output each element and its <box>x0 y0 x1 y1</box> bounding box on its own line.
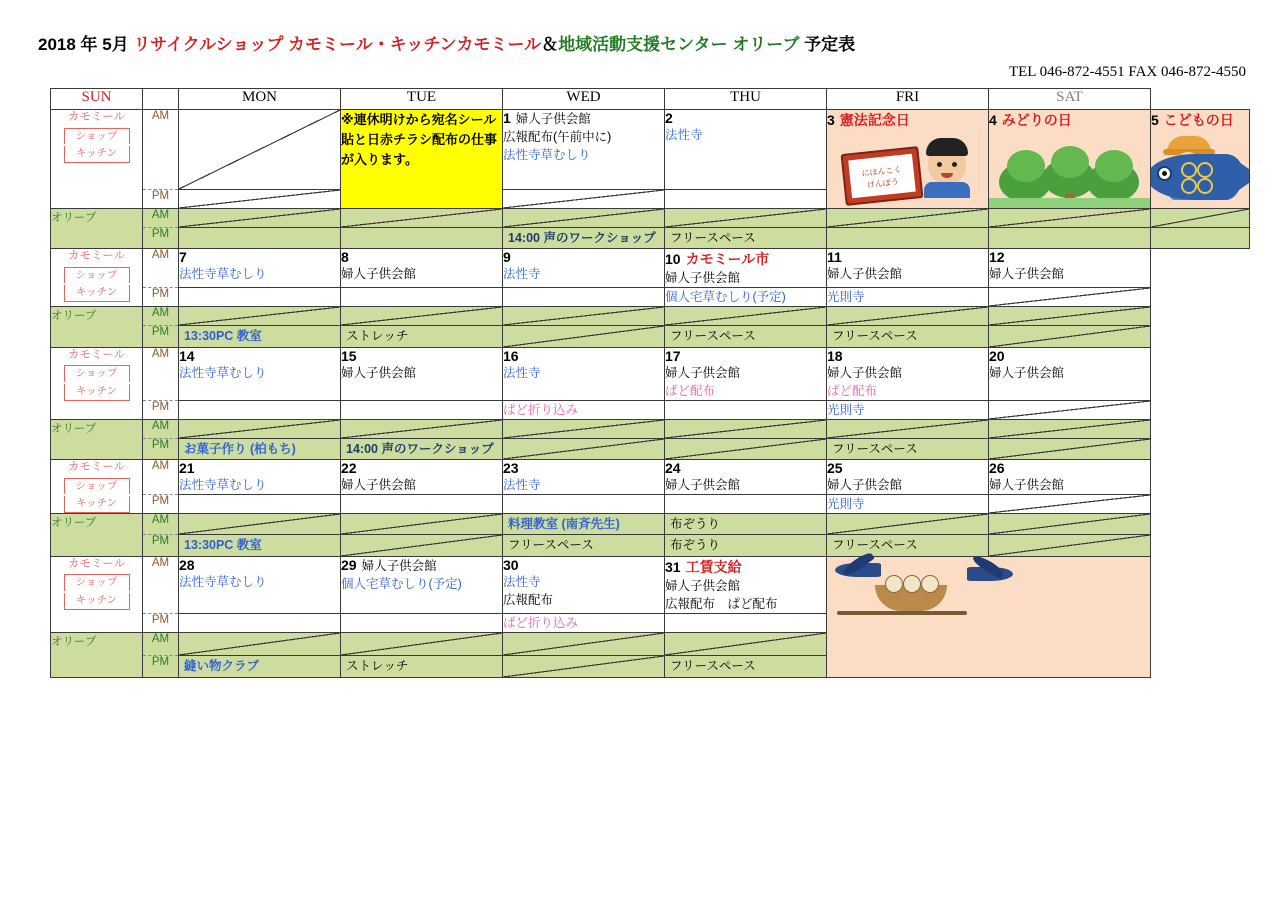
cell-w4-tue-am[interactable] <box>503 460 665 495</box>
day-number: 1 <box>503 110 511 126</box>
row-label-olive: オリーブ <box>51 514 143 556</box>
event-text: ぱど配布 <box>665 383 716 398</box>
am-label: AM <box>143 307 179 326</box>
cell-w1-sat-olive-pm[interactable] <box>1151 228 1250 249</box>
cell-w3-wed-olive-am[interactable] <box>665 419 827 438</box>
cell-w2-fri-pm[interactable] <box>989 288 1151 307</box>
cell-w4-sat-olive-am[interactable] <box>989 514 1151 535</box>
cell-w3-sun-olive-am[interactable] <box>179 419 341 438</box>
cell-w1-mon-olive-am[interactable] <box>341 209 503 228</box>
row-label-olive: オリーブ <box>51 419 143 459</box>
week2-olive-am-row <box>51 307 1250 326</box>
day-number: 14 <box>179 347 195 364</box>
cell-w4-tue-olive-pm[interactable] <box>503 535 665 556</box>
week3-olive-am-row <box>51 419 1250 438</box>
cell-w4-mon-olive-am[interactable] <box>341 514 503 535</box>
holiday-label: 憲法記念日 <box>839 112 910 128</box>
cell-w2-tue-am[interactable] <box>503 249 665 288</box>
cell-w4-wed-am[interactable] <box>665 460 827 495</box>
holiday-label: こどもの日 <box>1163 112 1234 128</box>
event-text: フリースペース <box>832 441 918 456</box>
cell-w3-fri-pm[interactable] <box>989 400 1151 419</box>
day-number: 12 <box>989 249 1005 266</box>
kamomile-shop-label: ショップ <box>64 267 130 284</box>
event-text: フリースペース <box>670 329 756 344</box>
event-text: 法性寺 <box>503 365 541 380</box>
am-label: AM <box>143 347 179 400</box>
event-text: ぱど折り込み <box>503 402 579 417</box>
cell-w3-wed-olive-pm[interactable] <box>665 438 827 459</box>
cell-w4-mon-olive-pm[interactable] <box>341 535 503 556</box>
cell-w1-sun-am[interactable] <box>179 110 341 190</box>
day-number: 17 <box>665 347 681 364</box>
row-label-olive: オリーブ <box>51 632 143 677</box>
column-header-sun: SUN <box>51 89 143 110</box>
row-label-kamomile <box>51 556 143 632</box>
cell-w1-thu-olive-am[interactable] <box>827 209 989 228</box>
day-number: 22 <box>341 460 357 476</box>
week3-kamomile-pm-row <box>51 400 1250 419</box>
cell-w1-sat-holiday[interactable] <box>1151 110 1250 209</box>
cell-w3-thu-am[interactable] <box>827 347 989 400</box>
week2-kamomile-am-row <box>51 249 1250 288</box>
cell-w5-sun-olive-am[interactable] <box>179 632 341 656</box>
note-text: ※連休明けから宛名シール貼と日赤チラシ配布の仕事が入ります。 <box>341 112 498 168</box>
cell-w1-fri-holiday[interactable] <box>989 110 1151 209</box>
event-text: 縫い物クラブ <box>184 659 260 674</box>
cell-w2-sun-olive-am[interactable] <box>179 307 341 326</box>
cell-w2-sat-olive-pm[interactable] <box>989 326 1151 347</box>
cell-w3-fri-am[interactable] <box>989 347 1151 400</box>
pm-label: PM <box>143 190 179 209</box>
am-label: AM <box>143 556 179 613</box>
pm-label: PM <box>143 438 179 459</box>
event-text: 婦人子供会館 <box>341 365 417 380</box>
column-header-thu: THU <box>665 89 827 110</box>
cell-w1-tue-am[interactable] <box>503 110 665 190</box>
kamomile-label: カモミール <box>67 348 126 361</box>
cell-w5-wed-olive-pm[interactable] <box>665 656 827 677</box>
cell-w1-sun-pm[interactable] <box>179 190 341 209</box>
contact-info: TEL 046-872-4551 FAX 046-872-4550 <box>1008 64 1246 80</box>
cell-w5-mon-pm[interactable] <box>341 613 503 632</box>
constitution-day-illustration-icon <box>827 130 988 208</box>
title-ampersand: ＆ <box>541 35 559 54</box>
event-text: 婦人子供会館 <box>361 558 437 573</box>
event-text: 婦人子供会館 <box>665 271 741 286</box>
event-text: 法性寺 <box>503 267 541 282</box>
event-text: 婦人子供会館 <box>665 578 741 593</box>
monthly-calendar-table <box>50 88 1250 678</box>
column-header-mon: MON <box>179 89 341 110</box>
event-text: 婦人子供会館 <box>341 478 417 492</box>
cell-w2-wed-pm[interactable] <box>665 288 827 307</box>
cell-w2-wed-am[interactable] <box>665 249 827 288</box>
row-label-kamomile <box>51 110 143 209</box>
event-text: 光則寺 <box>827 290 865 305</box>
cell-w4-sun-olive-am[interactable] <box>179 514 341 535</box>
cell-w4-tue-olive-am[interactable] <box>503 514 665 535</box>
page-title <box>38 30 855 55</box>
day-number: 3 <box>827 112 835 128</box>
cell-w1-wed-am[interactable] <box>665 110 827 190</box>
column-header-blank <box>143 89 179 110</box>
cell-w2-mon-am[interactable] <box>341 249 503 288</box>
cell-w5-mon-olive-am[interactable] <box>341 632 503 656</box>
cell-w3-sun-am[interactable] <box>179 347 341 400</box>
cell-w5-mon-am[interactable] <box>341 556 503 613</box>
cell-w3-mon-pm[interactable] <box>341 400 503 419</box>
day-number: 21 <box>179 460 195 476</box>
cell-w5-mon-olive-pm[interactable] <box>341 656 503 677</box>
event-text: 13:30PC 教室 <box>184 538 262 553</box>
cell-w1-tue-olive-am[interactable] <box>503 209 665 228</box>
day-number: 23 <box>503 460 519 476</box>
am-label: AM <box>143 110 179 190</box>
book-title-line1: にほんこく <box>861 164 902 179</box>
kamomile-kitchen-label: キッチン <box>64 496 130 513</box>
event-text: 法性寺草むしり <box>179 478 267 492</box>
event-text: フリースペース <box>832 329 918 344</box>
event-text: 婦人子供会館 <box>665 365 741 380</box>
cell-w5-sun-am[interactable] <box>179 556 341 613</box>
event-text: 婦人子供会館 <box>989 478 1065 492</box>
cell-w3-mon-olive-am[interactable] <box>341 419 503 438</box>
week1-olive-pm-row <box>51 228 1250 249</box>
cell-w2-mon-olive-am[interactable] <box>341 307 503 326</box>
cell-w3-sun-pm[interactable] <box>179 400 341 419</box>
am-label: AM <box>143 419 179 438</box>
column-header-tue: TUE <box>341 89 503 110</box>
week2-olive-pm-row <box>51 326 1250 347</box>
day-number: 7 <box>179 249 187 266</box>
cell-w3-thu-olive-pm[interactable] <box>827 438 989 459</box>
day-number: 11 <box>827 249 842 266</box>
pm-label: PM <box>143 228 179 249</box>
day-number: 30 <box>503 556 519 573</box>
am-label: AM <box>143 632 179 656</box>
cell-w3-sun-olive-pm[interactable] <box>179 438 341 459</box>
event-text: ストレッチ <box>346 659 409 674</box>
am-label: AM <box>143 514 179 535</box>
pm-label: PM <box>143 288 179 307</box>
day-number: 2 <box>665 110 673 126</box>
week2-kamomile-pm-row <box>51 288 1250 307</box>
cell-w5-tue-pm[interactable] <box>503 613 665 632</box>
pm-label: PM <box>143 495 179 514</box>
cell-w5-swallows-illustration[interactable] <box>827 556 1151 677</box>
kamomile-label: カモミール <box>67 461 126 473</box>
event-text: 婦人子供会館 <box>515 112 591 126</box>
column-header-sat: SAT <box>989 89 1151 110</box>
cell-w2-sun-am[interactable] <box>179 249 341 288</box>
title-olive-center: 地域活動支援センター オリーブ <box>558 35 800 54</box>
row-label-kamomile <box>51 347 143 419</box>
event-text: フリースペース <box>670 659 756 674</box>
cell-w1-wed-pm[interactable] <box>503 190 665 209</box>
kamomile-label: カモミール <box>67 557 126 570</box>
cell-w1-sat-olive-am[interactable] <box>1151 209 1250 228</box>
cell-w4-thu-pm[interactable] <box>827 495 989 514</box>
am-label: AM <box>143 209 179 228</box>
cell-w4-sun-pm[interactable] <box>179 495 341 514</box>
event-text: 法性寺草むしり <box>179 267 267 282</box>
day-number: 16 <box>503 347 519 364</box>
title-recycle-shop: リサイクルショップ カモミール・キッチンカモミール <box>133 35 542 54</box>
event-text: 婦人子供会館 <box>989 365 1065 380</box>
week3-kamomile-am-row <box>51 347 1250 400</box>
cell-w5-wed-olive-am[interactable] <box>665 632 827 656</box>
cell-w3-tue-am[interactable] <box>503 347 665 400</box>
cell-w2-thu-olive-pm[interactable] <box>827 326 989 347</box>
kamomile-kitchen-label: キッチン <box>64 285 130 302</box>
cell-w1-fri-olive-pm[interactable] <box>989 228 1151 249</box>
kamomile-shop-label: ショップ <box>64 478 130 495</box>
cell-w4-mon-pm[interactable] <box>341 495 503 514</box>
event-text: ぱど折り込み <box>503 615 579 630</box>
event-text: 広報配布(午前中に) <box>503 130 612 145</box>
day-number: 31 <box>665 558 681 575</box>
event-text: 個人宅草むしり(予定) <box>341 576 462 591</box>
cell-w2-wed-olive-pm[interactable] <box>665 326 827 347</box>
event-text: ストレッチ <box>346 329 409 344</box>
day-number: 10 <box>665 251 681 268</box>
event-text: 個人宅草むしり(予定) <box>665 290 786 305</box>
cell-w2-tue-olive-am[interactable] <box>503 307 665 326</box>
cell-w4-sun-olive-pm[interactable] <box>179 535 341 556</box>
cell-w2-sun-pm[interactable] <box>179 288 341 307</box>
cell-w3-wed-am[interactable] <box>665 347 827 400</box>
kamomile-shop-label: ショップ <box>64 365 130 382</box>
title-year: 2018 年 5月 <box>38 35 129 54</box>
event-text: 婦人子供会館 <box>827 478 903 492</box>
cell-w4-thu-am[interactable] <box>827 460 989 495</box>
event-text: 法性寺草むしり <box>179 574 267 589</box>
week3-olive-pm-row <box>51 438 1250 459</box>
day-number: 9 <box>503 249 511 266</box>
event-text: 法性寺草むしり <box>503 148 591 163</box>
day-number: 25 <box>827 460 843 476</box>
kamomile-kitchen-label: キッチン <box>64 384 130 401</box>
cell-w2-wed-olive-am[interactable] <box>665 307 827 326</box>
cell-w4-mon-am[interactable] <box>341 460 503 495</box>
cell-w2-mon-pm[interactable] <box>341 288 503 307</box>
cell-w3-tue-olive-pm[interactable] <box>503 438 665 459</box>
cell-w2-mon-olive-pm[interactable] <box>341 326 503 347</box>
column-header-fri: FRI <box>827 89 989 110</box>
event-text: 法性寺草むしり <box>179 365 267 380</box>
week4-olive-pm-row <box>51 535 1250 556</box>
holiday-label: みどりの日 <box>1001 112 1072 128</box>
day-number: 8 <box>341 249 349 266</box>
cell-w2-tue-olive-pm[interactable] <box>503 326 665 347</box>
cell-w3-mon-am[interactable] <box>341 347 503 400</box>
cell-w2-tue-pm[interactable] <box>503 288 665 307</box>
day-number: 29 <box>341 556 357 573</box>
event-text: 広報配布 ぱど配布 <box>665 596 778 611</box>
event-text: 14:00 声のワークショップ <box>346 441 494 456</box>
event-text: 広報配布 <box>503 592 554 607</box>
event-text: 婦人子供会館 <box>827 267 903 282</box>
event-text: フリースペース <box>508 538 594 553</box>
event-text: 婦人子供会館 <box>341 267 417 282</box>
cell-w2-thu-pm[interactable] <box>827 288 989 307</box>
cell-w3-wed-pm[interactable] <box>665 400 827 419</box>
cell-w4-wed-olive-pm[interactable] <box>665 535 827 556</box>
event-text: ぱど配布 <box>827 383 878 398</box>
title-schedule: 予定表 <box>804 35 856 54</box>
column-header-wed: WED <box>503 89 665 110</box>
event-text: お菓子作り (柏もち) <box>184 441 296 456</box>
cell-w4-wed-olive-am[interactable] <box>665 514 827 535</box>
cell-w1-tue-olive-pm[interactable] <box>503 228 665 249</box>
kamomile-kitchen-label: キッチン <box>64 593 130 610</box>
week4-kamomile-pm-row <box>51 495 1250 514</box>
cell-w4-thu-olive-pm[interactable] <box>827 535 989 556</box>
cell-w1-fri-olive-am[interactable] <box>989 209 1151 228</box>
week5-kamomile-am-row <box>51 556 1250 613</box>
kamomile-label: カモミール <box>67 250 126 263</box>
cell-w4-fri-pm[interactable] <box>989 495 1151 514</box>
event-highlight-label: カモミール市 <box>685 251 770 268</box>
event-text: フリースペース <box>670 231 756 245</box>
row-label-kamomile <box>51 249 143 307</box>
cell-w4-wed-pm[interactable] <box>665 495 827 514</box>
pm-label: PM <box>143 656 179 677</box>
cell-w2-fri-am[interactable] <box>989 249 1151 288</box>
event-text: 婦人子供会館 <box>989 267 1065 282</box>
day-number: 4 <box>989 112 997 128</box>
event-text: 婦人子供会館 <box>827 365 903 380</box>
am-label: AM <box>143 460 179 495</box>
cell-w2-sun-olive-pm[interactable] <box>179 326 341 347</box>
cell-w2-sat-olive-am[interactable] <box>989 307 1151 326</box>
cell-w4-sun-am[interactable] <box>179 460 341 495</box>
week4-olive-am-row <box>51 514 1250 535</box>
cell-w3-tue-olive-am[interactable] <box>503 419 665 438</box>
cell-w4-tue-pm[interactable] <box>503 495 665 514</box>
pm-label: PM <box>143 400 179 419</box>
kamomile-label: カモミール <box>67 111 126 123</box>
cell-w5-tue-am[interactable] <box>503 556 665 613</box>
pm-label: PM <box>143 613 179 632</box>
day-number: 15 <box>341 347 357 364</box>
event-highlight-label: 工賃支給 <box>685 558 742 575</box>
cell-w1-thu-holiday[interactable] <box>827 110 989 209</box>
event-text: 法性寺 <box>503 574 541 589</box>
cell-w1-wed-olive-am[interactable] <box>665 209 827 228</box>
row-label-kamomile <box>51 460 143 514</box>
book-title-line2: けんぽう <box>866 177 900 190</box>
cell-w3-thu-olive-am[interactable] <box>827 419 989 438</box>
week4-kamomile-am-row <box>51 460 1250 495</box>
cell-w5-tue-olive-pm[interactable] <box>503 656 665 677</box>
weekday-header-row <box>51 89 1250 110</box>
week1-olive-am-row <box>51 209 1250 228</box>
day-number: 26 <box>989 460 1005 476</box>
cell-w3-mon-olive-pm[interactable] <box>341 438 503 459</box>
day-number: 24 <box>665 460 681 476</box>
event-text: フリースペース <box>832 538 918 553</box>
event-text: 法性寺 <box>665 128 703 142</box>
kamomile-kitchen-label: キッチン <box>64 146 130 163</box>
cell-w1-thu-olive-pm[interactable] <box>827 228 989 249</box>
cell-w4-sat-olive-pm[interactable] <box>989 535 1151 556</box>
cell-w3-sat-olive-pm[interactable] <box>989 438 1151 459</box>
greenery-day-illustration-icon <box>989 130 1150 208</box>
cell-w1-wed-olive-pm[interactable] <box>665 228 827 249</box>
row-label-olive: オリーブ <box>51 209 143 249</box>
row-label-olive: オリーブ <box>51 307 143 347</box>
cell-w3-tue-pm[interactable] <box>503 400 665 419</box>
event-text: 光則寺 <box>827 497 865 512</box>
kamomile-shop-label: ショップ <box>64 574 130 591</box>
day-number: 20 <box>989 347 1005 364</box>
day-number: 18 <box>827 347 843 364</box>
cell-w3-thu-pm[interactable] <box>827 400 989 419</box>
cell-w5-sun-olive-pm[interactable] <box>179 656 341 677</box>
event-text: 14:00 声のワークショップ <box>508 231 656 245</box>
cell-w5-sun-pm[interactable] <box>179 613 341 632</box>
childrens-day-illustration-icon <box>1151 130 1249 208</box>
cell-w1-sun-olive-pm[interactable] <box>179 228 341 249</box>
day-number: 28 <box>179 556 195 573</box>
am-label: AM <box>143 249 179 288</box>
cell-w2-thu-am[interactable] <box>827 249 989 288</box>
cell-w1-mon-olive-pm[interactable] <box>341 228 503 249</box>
cell-w4-fri-am[interactable] <box>989 460 1151 495</box>
cell-w1-mon-note[interactable] <box>341 110 503 209</box>
event-text: 料理教室 (南斉先生) <box>508 517 620 532</box>
kamomile-shop-label: ショップ <box>64 128 130 145</box>
cell-w1-sun-olive-am[interactable] <box>179 209 341 228</box>
event-text: 光則寺 <box>827 402 865 417</box>
pm-label: PM <box>143 535 179 556</box>
event-text: 布ぞうり <box>670 538 721 553</box>
cell-w4-thu-olive-am[interactable] <box>827 514 989 535</box>
cell-w2-thu-olive-am[interactable] <box>827 307 989 326</box>
cell-w5-wed-am[interactable] <box>665 556 827 613</box>
event-text: 布ぞうり <box>670 517 721 532</box>
event-text: 法性寺 <box>503 478 541 492</box>
cell-w3-sat-olive-am[interactable] <box>989 419 1151 438</box>
pm-label: PM <box>143 326 179 347</box>
swallows-illustration-icon <box>827 557 1150 677</box>
cell-w5-wed-pm[interactable] <box>665 613 827 632</box>
event-text: 婦人子供会館 <box>665 478 741 492</box>
day-number: 5 <box>1151 112 1159 128</box>
event-text: 13:30PC 教室 <box>184 329 262 344</box>
cell-w5-tue-olive-am[interactable] <box>503 632 665 656</box>
week1-kamomile-am-row <box>51 110 1250 190</box>
